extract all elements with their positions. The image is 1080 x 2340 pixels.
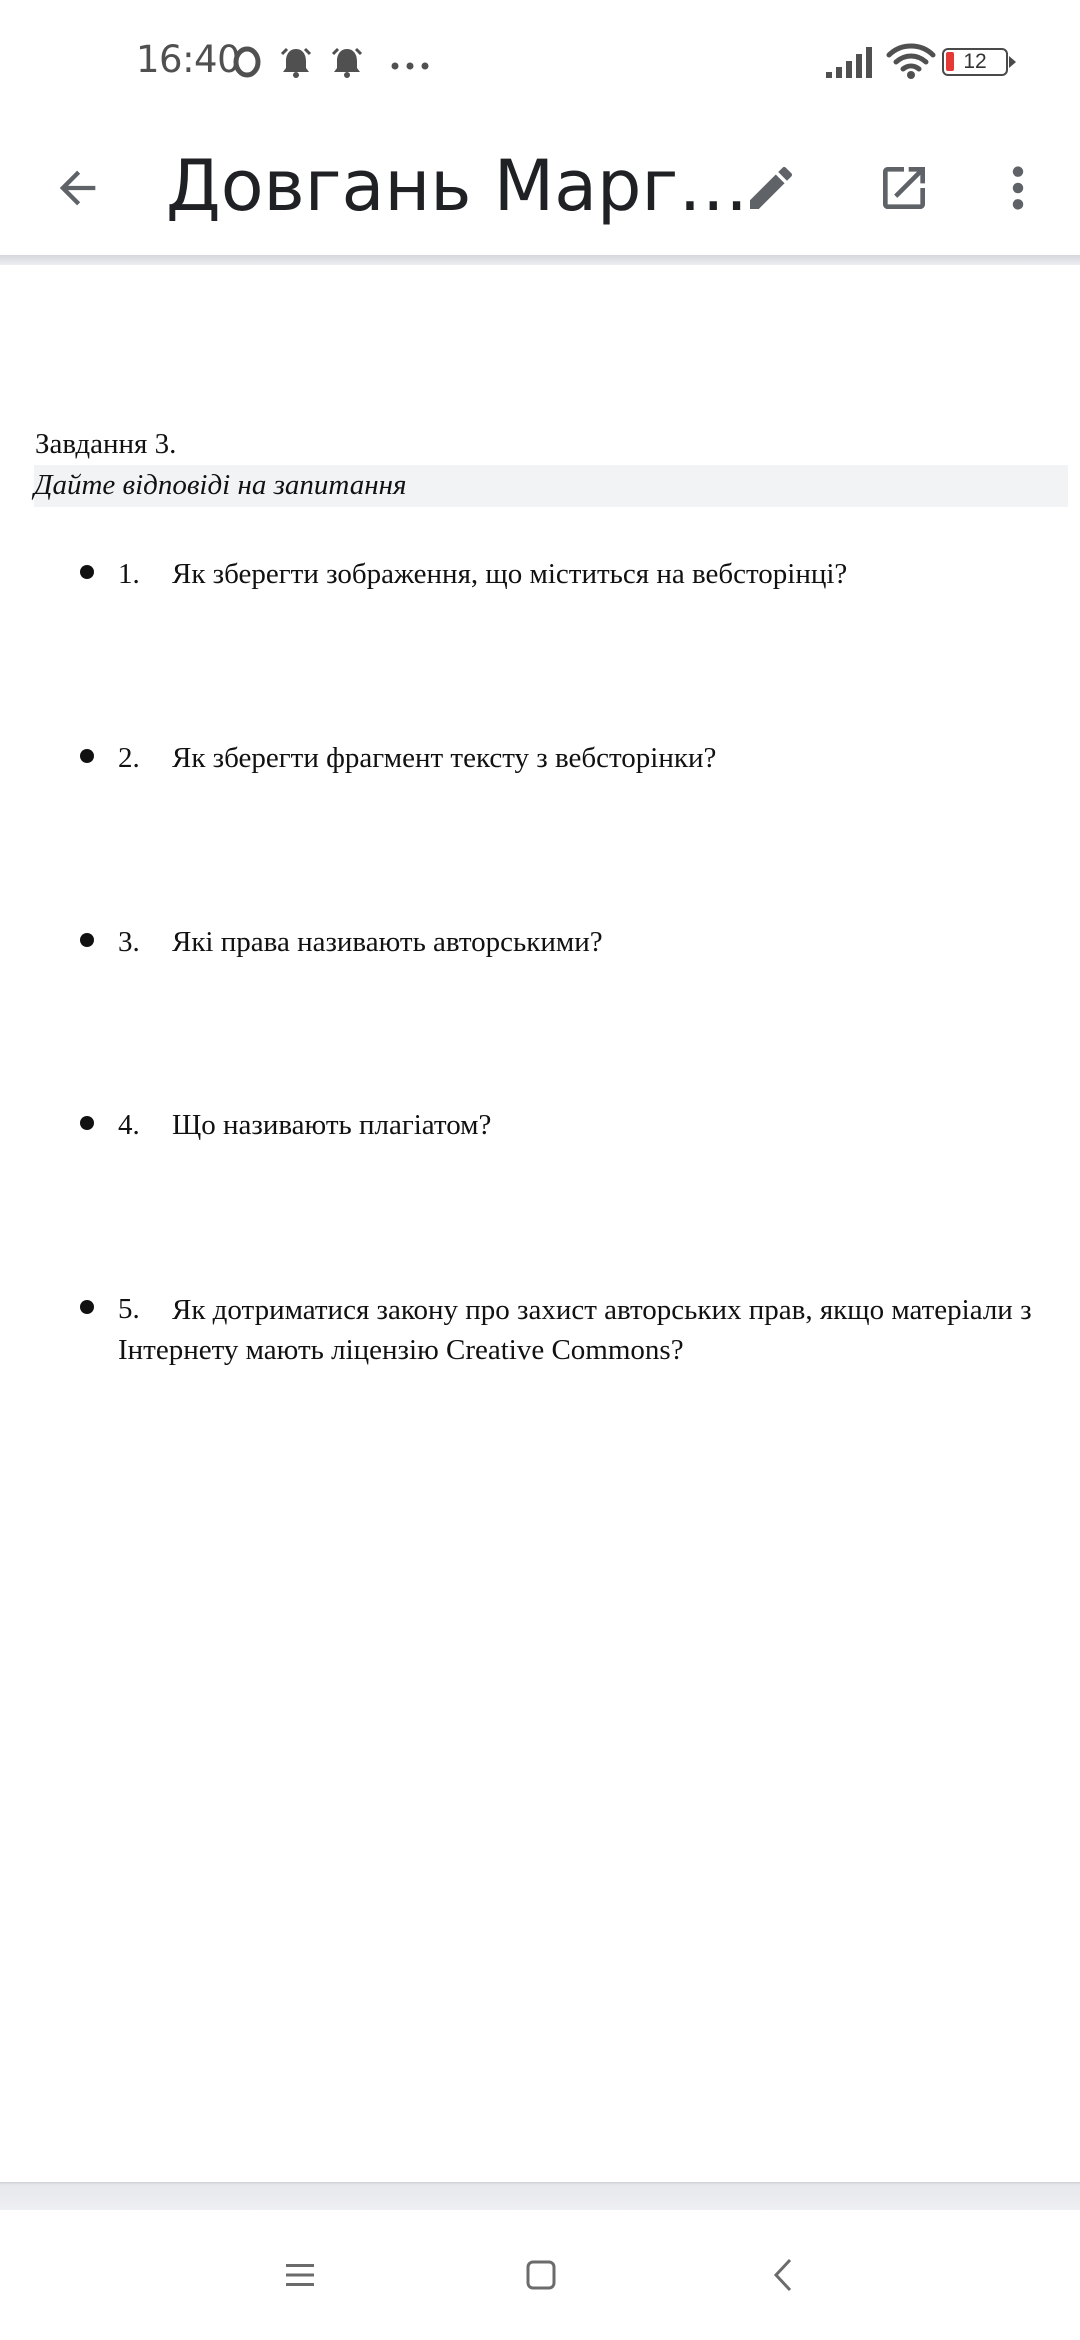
question-text: Що називають плагіатом? (172, 1109, 492, 1141)
status-bar (0, 0, 1080, 120)
pencil-icon (743, 160, 799, 216)
app-toolbar (0, 120, 1080, 255)
menu-icon (284, 2261, 316, 2289)
alarm-icon (330, 44, 364, 84)
open-external-button[interactable] (856, 140, 952, 236)
system-nav-bar (0, 2210, 1080, 2340)
signal-icon (826, 46, 876, 82)
opera-icon (233, 46, 261, 82)
home-button[interactable] (501, 2240, 581, 2310)
question-text: Як дотриматися закону про захист авторських прав, якщо матеріали з Інтернету мають ліцензію Creative Commons? (118, 1294, 1032, 1366)
toolbar-divider (0, 255, 1080, 265)
question-text: Які права називають авторськими? (172, 926, 603, 958)
task-subtitle: Дайте відповіді на запитання (34, 465, 1068, 507)
document-title: Довгань Марг… (166, 145, 749, 227)
status-time: 16:40 (136, 38, 241, 81)
bullet-icon (80, 1116, 94, 1130)
question-number: 5. (118, 1293, 140, 1325)
more-options-button[interactable] (970, 140, 1066, 236)
home-square-icon (525, 2259, 557, 2291)
bullet-icon (80, 565, 94, 579)
battery-level: 12 (963, 50, 987, 73)
question-number: 3. (118, 926, 140, 958)
more-dots-icon (390, 56, 430, 75)
question-number: 2. (118, 742, 140, 774)
recent-apps-button[interactable] (260, 2240, 340, 2310)
back-chevron-icon (771, 2257, 795, 2293)
more-vert-icon (998, 160, 1038, 216)
alarm-icon (279, 44, 313, 84)
open-external-icon (876, 160, 932, 216)
question-number: 1. (118, 558, 140, 590)
task-heading: Завдання 3. (35, 428, 177, 460)
back-button[interactable] (30, 140, 126, 236)
question-text: Як зберегти зображення, що міститься на вебсторінці? (172, 558, 848, 590)
bullet-icon (80, 749, 94, 763)
back-nav-button[interactable] (743, 2240, 823, 2310)
bullet-icon (80, 933, 94, 947)
question-text: Як зберегти фрагмент тексту з вебсторінки? (172, 742, 717, 774)
battery-tip (1009, 56, 1016, 68)
wifi-icon (886, 42, 936, 84)
battery-icon (942, 48, 1008, 76)
page-bottom-divider (0, 2182, 1080, 2210)
bullet-icon (80, 1300, 94, 1314)
back-arrow-icon (52, 162, 104, 214)
question-number: 4. (118, 1109, 140, 1141)
edit-button[interactable] (723, 140, 819, 236)
document-page[interactable] (0, 265, 1080, 2182)
